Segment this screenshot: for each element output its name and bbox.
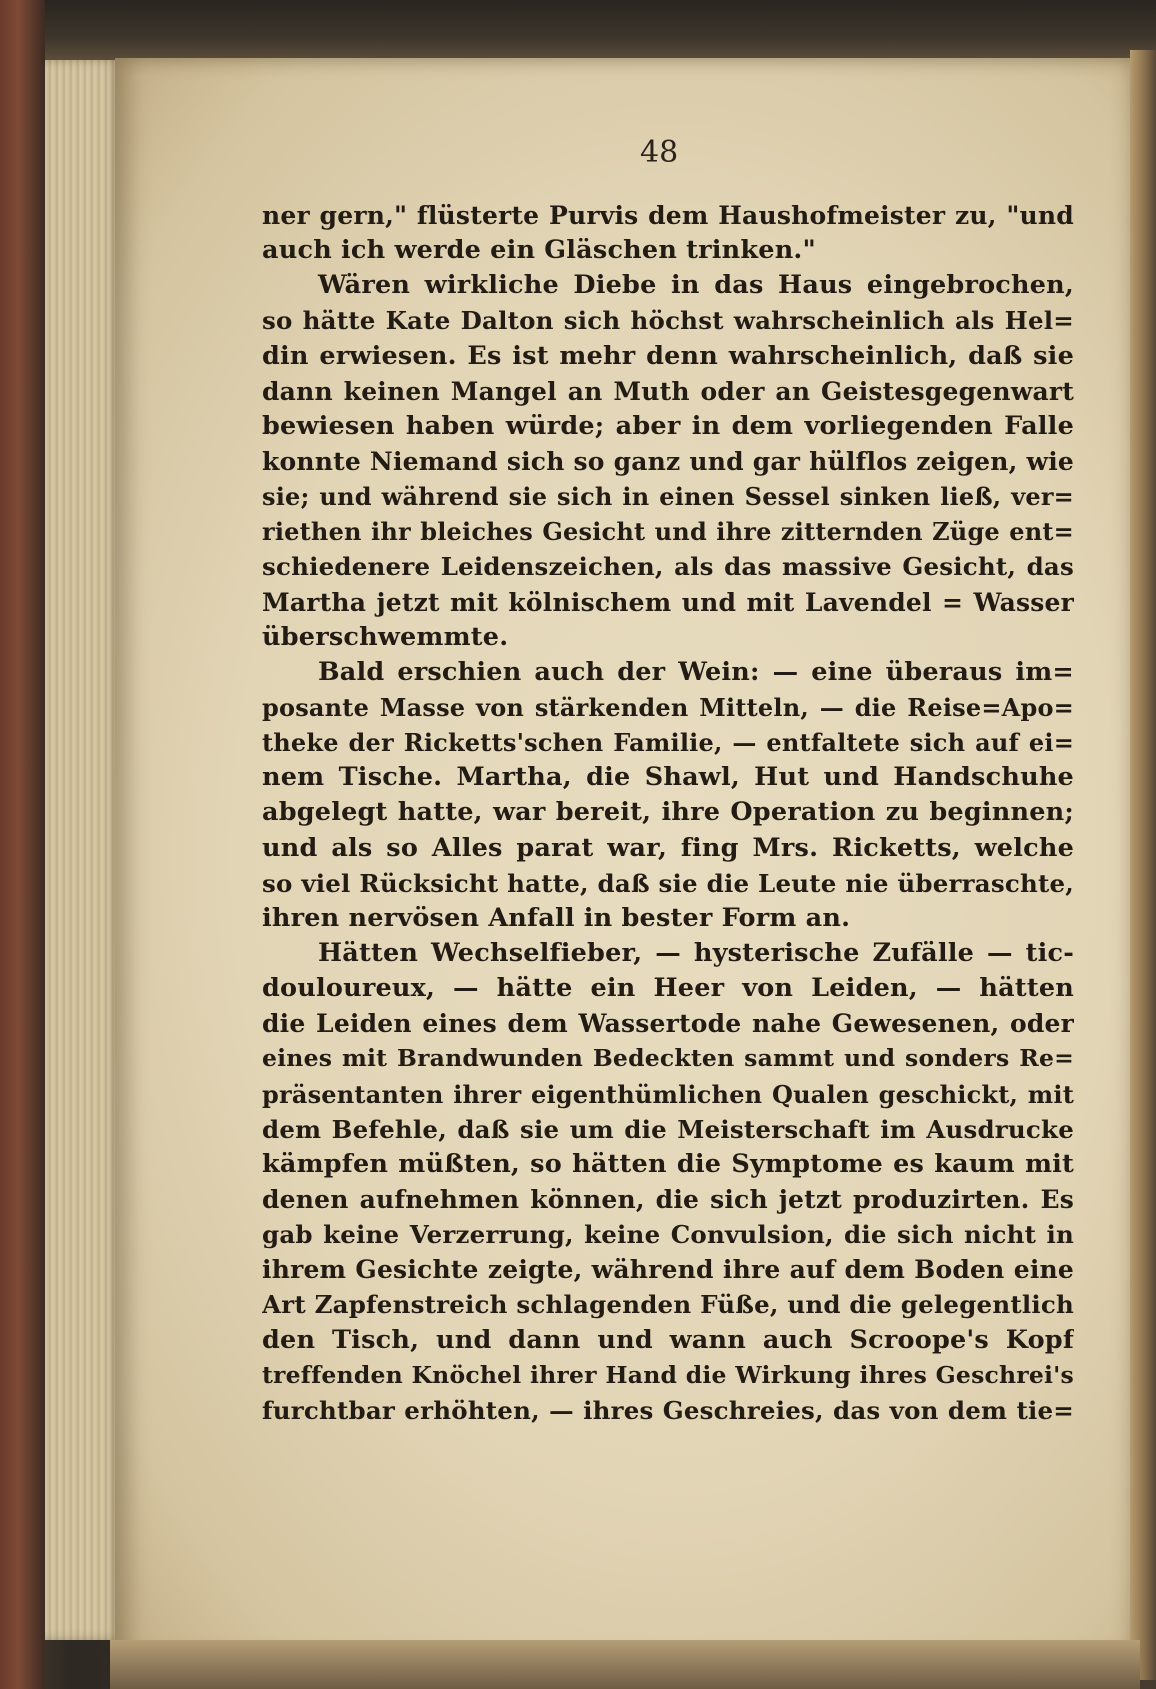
text-line: Martha jetzt mit kölnischem und mit Lavendel = Wasser [262, 587, 1074, 617]
page-right-edge [1130, 50, 1156, 1680]
text-line: ihren nervösen Anfall in bester Form an. [262, 902, 851, 933]
text-line: und als so Alles parat war, fing Mrs. Ricketts, welche [262, 832, 1074, 863]
text-line: eines mit Brandwunden Bedeckten sammt und sonders Re= [262, 1044, 1074, 1073]
text-line: präsentanten ihrer eigenthümlichen Qualen geschickt, mit [262, 1079, 1074, 1109]
page-edges [45, 60, 120, 1640]
text-line: nem Tische. Martha, die Shawl, Hut und Handschuhe [262, 762, 1074, 793]
text-line: kämpfen müßten, so hätten die Symptome es kaum mit [262, 1148, 1074, 1179]
text-line: dann keinen Mangel an Muth oder an Geistesgegenwart [262, 376, 1074, 406]
text-line: schiedenere Leidenszeichen, als das massive Gesicht, das [262, 552, 1074, 582]
text-line: Wären wirkliche Diebe in das Haus eingebrochen, [318, 270, 1074, 301]
text-line: riethen ihr bleiches Gesicht und ihre zitternden Züge ent= [262, 517, 1074, 547]
text-line: Art Zapfenstreich schlagenden Füße, und die gelegentlich [262, 1290, 1074, 1320]
book-spine [0, 0, 45, 1689]
text-line: Bald erschien auch der Wein: — eine überaus im= [318, 656, 1074, 687]
text-line: furchtbar erhöhten, — ihres Geschreies, das von dem tie= [262, 1395, 1074, 1425]
text-line: denen aufnehmen können, die sich jetzt produzirten. Es [262, 1184, 1074, 1214]
text-line: die Leiden eines dem Wassertode nahe Gewesenen, oder [262, 1009, 1074, 1039]
text-line: überschwemmte. [262, 621, 509, 652]
text-line: den Tisch, und dann und wann auch Scroope's Kopf [262, 1324, 1074, 1355]
text-line: so hätte Kate Dalton sich höchst wahrscheinlich als Hel= [262, 306, 1074, 336]
text-line: abgelegt hatte, war bereit, ihre Operation zu beginnen; [262, 797, 1074, 828]
text-line: posante Masse von stärkenden Mitteln, — die Reise=Apo= [262, 692, 1074, 722]
text-line: bewiesen haben würde; aber in dem vorliegenden Falle [262, 410, 1074, 441]
page-bottom-edge [110, 1640, 1140, 1689]
text-line: dem Befehle, daß sie um die Meisterschaft im Ausdrucke [262, 1114, 1074, 1144]
text-line: treffenden Knöchel ihrer Hand die Wirkung ihres Geschrei's [262, 1360, 1074, 1389]
text-line: so viel Rücksicht hatte, daß sie die Leute nie überraschte, [262, 868, 1074, 898]
text-line: sie; und während sie sich in einen Sessel sinken ließ, ver= [262, 482, 1074, 512]
text-line: auch ich werde ein Gläschen trinken." [262, 235, 816, 266]
page-number: 48 [640, 135, 679, 170]
text-line: douloureux, — hätte ein Heer von Leiden, — hätten [262, 973, 1074, 1004]
text-line: gab keine Verzerrung, keine Convulsion, die sich nicht in [262, 1220, 1074, 1250]
text-line: ihrem Gesichte zeigte, während ihre auf dem Boden eine [262, 1255, 1074, 1285]
text-line: ner gern," flüsterte Purvis dem Haushofmeister zu, "und [262, 201, 1074, 230]
text-line: theke der Ricketts'schen Familie, — entfaltete sich auf ei= [262, 728, 1074, 758]
book-cover-top [0, 0, 1156, 60]
body-text [262, 198, 1074, 1428]
text-line: konnte Niemand sich so ganz und gar hülflos zeigen, wie [262, 446, 1074, 476]
text-line: Hätten Wechselfieber, — hysterische Zufälle — tic- [318, 937, 1074, 968]
text-line: din erwiesen. Es ist mehr denn wahrscheinlich, daß sie [262, 340, 1074, 371]
